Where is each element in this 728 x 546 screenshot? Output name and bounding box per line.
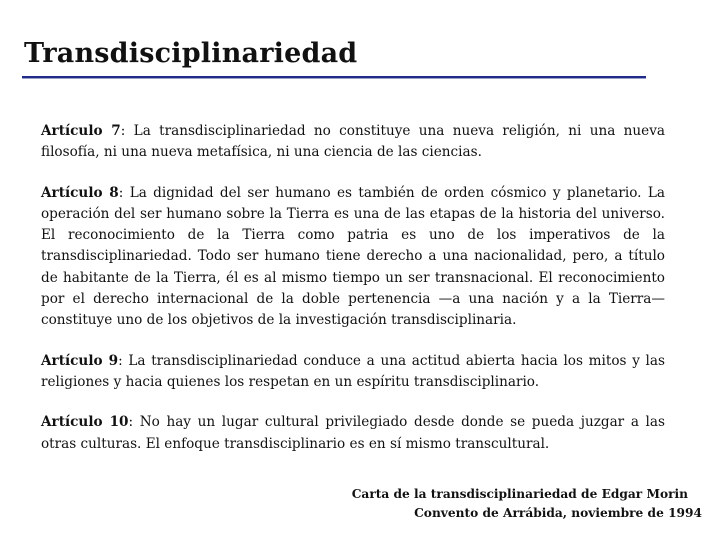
article-text: : La transdisciplinariedad no constituye una nueva religión, ni una nueva filosofía, ni una nueva metafísica, ni una ciencia de las ciencias. bbox=[41, 123, 665, 161]
article-7 bbox=[41, 121, 665, 164]
citation-place-date: Convento de Arrábida, noviembre de 1994 bbox=[414, 506, 702, 520]
article-label: Artículo 7 bbox=[41, 123, 121, 139]
article-10 bbox=[41, 412, 665, 455]
article-8 bbox=[41, 183, 665, 332]
articles-list bbox=[41, 121, 665, 455]
article-label: Artículo 9 bbox=[41, 352, 119, 369]
article-text: : No hay un lugar cultural privilegiado desde donde se pueda juzgar a las otras culturas. El enfoque transdisciplinario es en sí mismo transcultural. bbox=[41, 414, 665, 452]
slide-title: Transdisciplinariedad bbox=[24, 38, 358, 69]
article-label: Artículo 8 bbox=[41, 184, 119, 201]
article-9 bbox=[41, 351, 665, 394]
title-divider bbox=[22, 76, 646, 79]
article-label: Artículo 10 bbox=[41, 414, 129, 431]
source-citation bbox=[352, 485, 702, 523]
article-text: : La transdisciplinariedad conduce a una actitud abierta hacia los mitos y las religiones y hacia quienes los respetan en un espíritu transdisciplinario. bbox=[41, 352, 665, 390]
citation-source: Carta de la transdisciplinariedad de Edgar Morin bbox=[351, 487, 688, 501]
article-text: : La dignidad del ser humano es también de orden cósmico y planetario. La operación del ser humano sobre la Tierra es una de las etapas de la historia del universo. El reconocimiento de la Tierra como patria es uno de los imperativos de la transdisciplinariedad. Todo ser humano tiene derecho a una nacionalidad, pero, a título de habitante de la Tierra, él es al mismo tiempo un ser transnacional. El reconocimiento por el derecho internacional de la doble pertenencia —a una nación y a la Tierra— constituye uno de los objetivos de la investigación transdisciplinaria. bbox=[41, 184, 665, 329]
